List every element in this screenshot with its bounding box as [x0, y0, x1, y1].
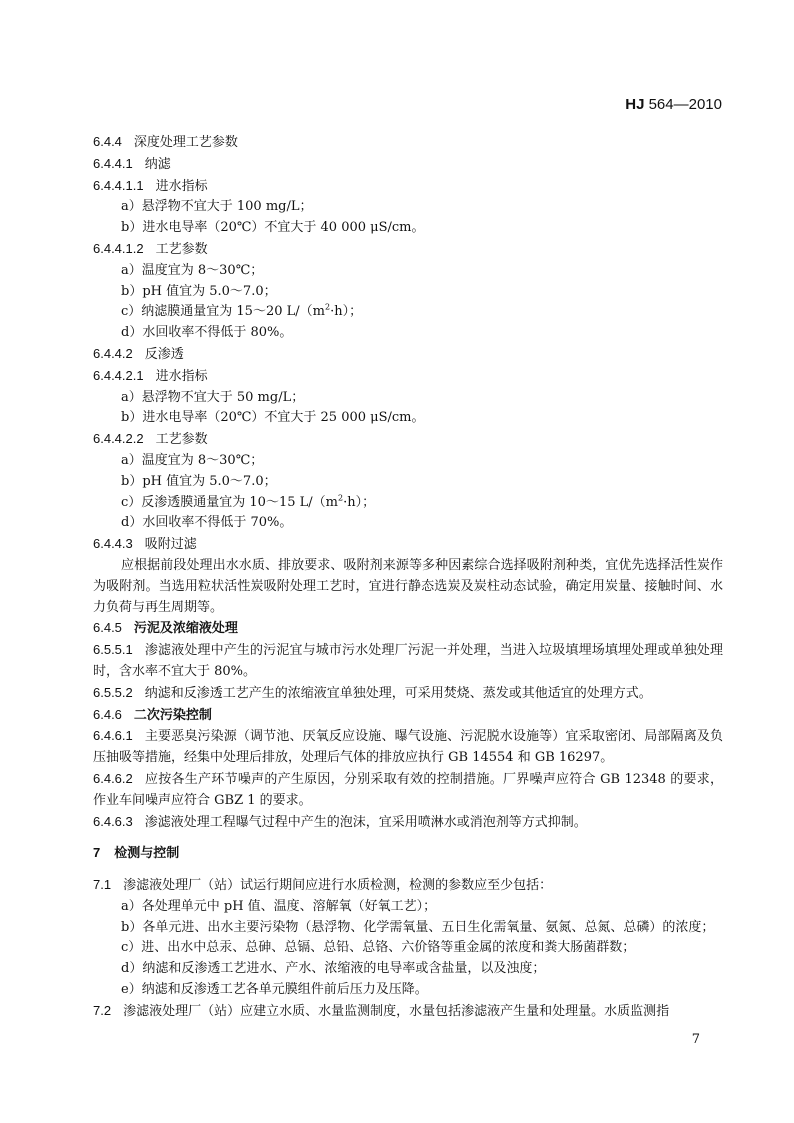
list-item: a）悬浮物不宜大于 50 mg/L；	[121, 389, 305, 405]
list-item: a）各处理单元中 pH 值、温度、溶解氧（好氧工艺）；	[121, 898, 437, 914]
heading-6-4-4-3	[93, 534, 723, 556]
list-item-text: c）反渗透膜通量宜为 10～15 L/（m	[121, 494, 338, 510]
clause-text: 应按各生产环节噪声的产生原因，分别采取有效的控制措施。厂界噪声应符合 GB 12348 的要求，作业车间噪声应符合 GBZ 1 的要求。	[93, 771, 723, 808]
clause-7-2	[93, 1001, 723, 1023]
section-number: 6.4.4.3	[93, 536, 133, 552]
section-title: 纳滤	[144, 156, 171, 172]
clause-text: 渗滤液处理厂（站）试运行期间应进行水质检测，检测的参数应至少包括：	[123, 878, 553, 894]
standard-code-number: 564—2010	[644, 96, 722, 113]
clause-number: 7.2	[93, 1002, 112, 1018]
list-item: d）水回收率不得低于 80%。	[121, 325, 293, 341]
list-item: e）纳滤和反渗透工艺各单元膜组件前后压力及压降。	[121, 982, 428, 998]
list-item: c）进、出水中总汞、总砷、总镉、总铅、总铬、六价铬等重金属的浓度和粪大肠菌群数；	[121, 940, 636, 956]
list-item: b）进水电导率（20℃）不宜大于 25 000 μS/cm。	[121, 410, 425, 426]
superscript: 2	[337, 493, 344, 503]
standard-code	[625, 96, 722, 113]
clause-6-4-6-1	[93, 726, 723, 769]
heading-6-4-4-1-2	[93, 239, 723, 261]
clause-number: 6.5.5.2	[93, 684, 133, 700]
heading-6-4-4-1-1	[93, 176, 723, 198]
section-title: 反渗透	[144, 346, 184, 362]
heading-6-4-4-1	[93, 154, 723, 176]
page-number: 7	[691, 1032, 700, 1047]
list-item-text: ·h）；	[330, 304, 363, 320]
clause-6-4-6-2	[93, 769, 723, 812]
list-item: d）水回收率不得低于 70%。	[121, 515, 293, 531]
section-number: 6.4.5	[93, 620, 122, 636]
heading-6-4-4-2-2	[93, 429, 723, 451]
list-item	[93, 493, 723, 514]
section-title: 污泥及浓缩液处理	[133, 620, 238, 636]
section-title: 进水指标	[155, 368, 208, 384]
heading-6-4-5	[93, 618, 723, 640]
paragraph: 应根据前段处理出水水质、排放要求、吸附剂来源等多种因素综合选择吸附剂种类，宜优先选择活性炭作为吸附剂。当选用粒状活性炭吸附处理工艺时，宜进行静态选炭及炭柱动态试验，确定用炭量、接触时间、水力负荷与再生周期等。	[93, 557, 723, 615]
heading-6-4-6	[93, 705, 723, 727]
list-item: b）进水电导率（20℃）不宜大于 40 000 μS/cm。	[121, 220, 425, 236]
section-title: 工艺参数	[155, 241, 208, 257]
clause-6-4-6-3	[93, 812, 723, 834]
clause-text: 纳滤和反渗透工艺产生的浓缩液宜单独处理，可采用焚烧、蒸发或其他适宜的处理方式。	[144, 685, 652, 701]
clause-text: 渗滤液处理中产生的污泥宜与城市污水处理厂污泥一并处理，当进入垃圾填埋场填埋处理或单独处理时，含水率不宜大于 80%。	[93, 643, 723, 679]
section-number: 6.4.6	[93, 706, 122, 722]
clause-7-1	[93, 875, 723, 897]
section-title: 深度处理工艺参数	[133, 135, 238, 150]
section-title: 吸附过滤	[144, 537, 197, 553]
section-number: 6.4.4.1	[93, 155, 133, 171]
clause-6-5-5-1	[93, 640, 723, 683]
list-item: b）pH 值宜为 5.0～7.0；	[121, 473, 277, 489]
clause-text: 渗滤液处理工程曝气过程中产生的泡沫，宜采用喷淋水或消泡剂等方式抑制。	[144, 814, 587, 830]
section-number: 6.4.4.2	[93, 345, 133, 361]
clause-number: 6.4.6.1	[93, 728, 133, 744]
section-number: 6.4.4.2.2	[93, 431, 144, 447]
section-number: 6.4.4	[93, 134, 122, 149]
list-item: a）温度宜为 8～30℃；	[121, 452, 264, 468]
section-title: 进水指标	[155, 178, 208, 194]
list-item: b）pH 值宜为 5.0～7.0；	[121, 283, 277, 299]
chapter-number: 7	[93, 845, 101, 861]
chapter-title: 检测与控制	[114, 845, 180, 861]
clause-number: 7.1	[93, 877, 112, 893]
section-title: 二次污染控制	[133, 706, 212, 722]
clause-text: 渗滤液处理厂（站）应建立水质、水量监测制度，水量包括渗滤液产生量和处理量。水质监测指	[123, 1003, 670, 1019]
superscript: 2	[324, 303, 331, 313]
list-item-text: c）纳滤膜通量宜为 15～20 L/（m	[121, 304, 325, 320]
list-item-text: ·h）；	[343, 494, 376, 510]
list-item: b）各单元进、出水主要污染物（悬浮物、化学需氧量、五日生化需氧量、氨氮、总氮、总磷）的浓度；	[121, 919, 715, 935]
document-body	[93, 132, 723, 1023]
chapter-7-heading	[93, 843, 723, 865]
section-number: 6.4.4.1.1	[93, 177, 144, 193]
heading-6-4-4-2-1	[93, 366, 723, 388]
clause-number: 6.5.5.1	[93, 642, 133, 658]
standard-code-prefix: HJ	[625, 96, 645, 113]
clause-number: 6.4.6.2	[93, 770, 133, 786]
section-number: 6.4.4.2.1	[93, 367, 144, 383]
heading-6-4-4	[93, 132, 723, 154]
list-item: d）纳滤和反渗透工艺进水、产水、浓缩液的电导率或含盐量，以及浊度；	[121, 961, 546, 977]
section-title: 工艺参数	[155, 432, 208, 448]
clause-6-5-5-2	[93, 683, 723, 705]
clause-number: 6.4.6.3	[93, 813, 133, 829]
list-item	[93, 302, 723, 323]
clause-text: 主要恶臭污染源（调节池、厌氧反应设施、曝气设施、污泥脱水设施等）宜采取密闭、局部隔离及负压抽吸等措施，经集中处理后排放，处理后气体的排放应执行 GB 14554 和 GB 16297。	[93, 729, 723, 766]
heading-6-4-4-2	[93, 344, 723, 366]
list-item: a）温度宜为 8～30℃；	[121, 262, 264, 278]
list-item: a）悬浮物不宜大于 100 mg/L；	[121, 199, 313, 215]
section-number: 6.4.4.1.2	[93, 240, 144, 256]
